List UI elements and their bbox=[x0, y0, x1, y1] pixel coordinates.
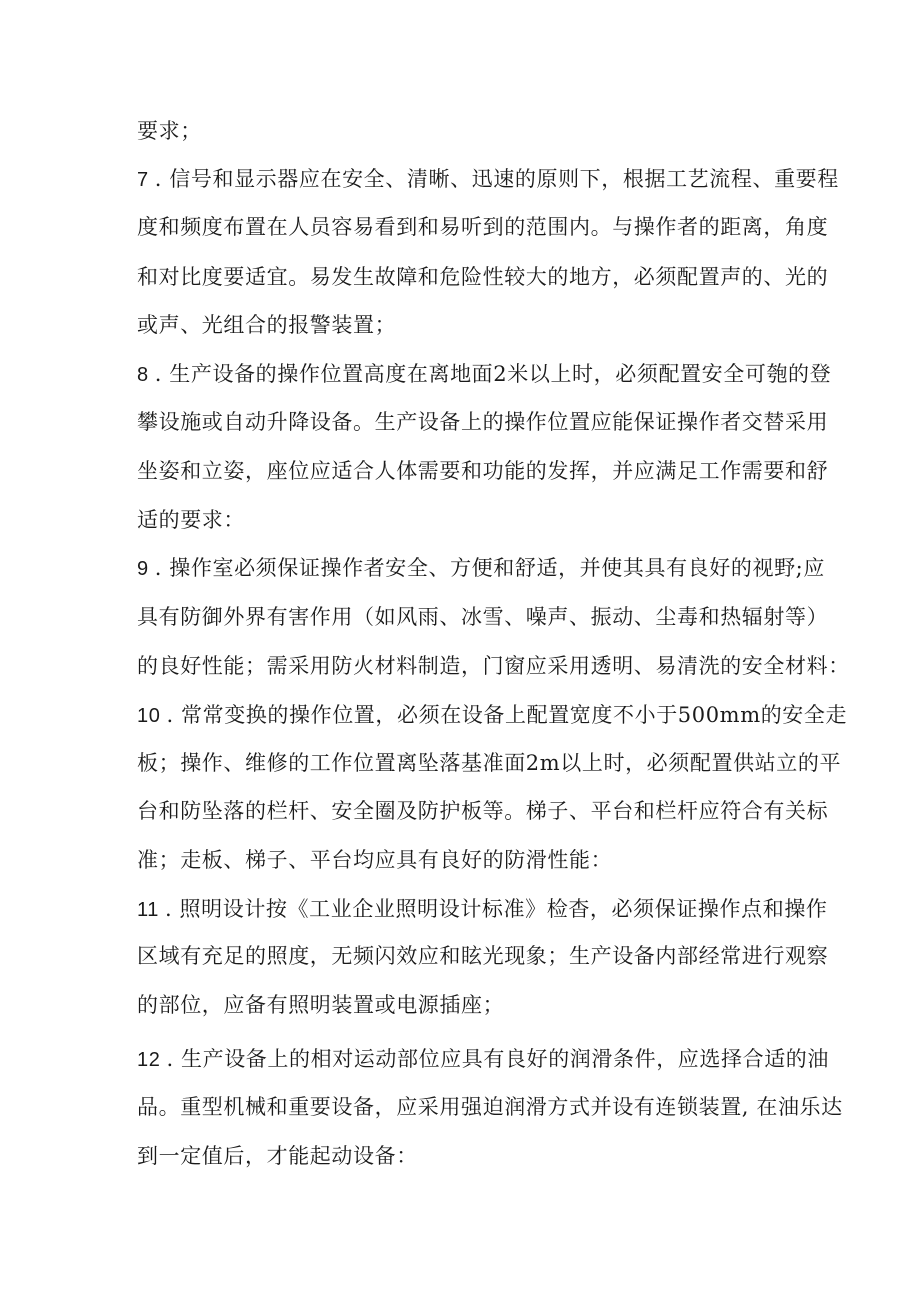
line-text: . 生产设备上的相对运动部位应具有良好的润滑条件，应选择合适的油 bbox=[166, 1047, 830, 1071]
item-number: 8 bbox=[137, 364, 149, 386]
item-number: 9 bbox=[137, 558, 149, 580]
line-text: 度和频度布置在人员容易看到和易听到的范围内。与操作者的距离，角度 bbox=[137, 215, 829, 239]
item-number: 11 bbox=[137, 899, 159, 921]
line-text: 的部位，应备有照明装置或电源插座； bbox=[137, 993, 505, 1017]
line-text: 台和防坠落的栏杆、安全圈及防护板等。梯子、平台和栏杆应符合有关标 bbox=[137, 799, 829, 823]
text-line bbox=[137, 700, 848, 731]
line-text: . 照明设计按《工业企业照明设计标准》检杳，必须保证操作点和操作 bbox=[164, 897, 828, 921]
line-text: 适的要求： bbox=[137, 508, 245, 532]
line-text: 或声、光组合的报警装置； bbox=[137, 313, 397, 337]
text-line bbox=[137, 796, 829, 827]
item-number: 7 bbox=[137, 169, 149, 191]
item-number: 12 bbox=[137, 1049, 161, 1071]
text-line bbox=[137, 359, 832, 390]
text-line bbox=[137, 748, 842, 779]
text-line bbox=[137, 1044, 830, 1075]
line-text: . 操作室必须保证操作者安全、方便和舒适，并使其具有良好的视野;应 bbox=[154, 556, 825, 580]
line-text: 具有防御外界有害作用（如风雨、冰雪、噪声、振动、尘毒和热辐射等） bbox=[137, 605, 829, 629]
line-text: 到一定值后，才能起动设备： bbox=[137, 1144, 418, 1168]
text-line bbox=[137, 212, 829, 243]
text-line bbox=[137, 116, 787, 147]
text-line bbox=[137, 941, 829, 972]
text-line bbox=[137, 407, 829, 438]
line-text: . 常常变换的操作位置，必须在设备上配置宽度不小于500mm的安全走 bbox=[166, 703, 848, 727]
text-line bbox=[137, 894, 828, 925]
line-text: 板；操作、维修的工作位置离坠落基准面2m以上时，必须配置供站立的平 bbox=[137, 751, 842, 775]
text-line bbox=[137, 262, 829, 293]
line-text: 攀设施或自动升降设备。生产设备上的操作位置应能保证操作者交替采用 bbox=[137, 410, 829, 434]
item-number: 10 bbox=[137, 705, 161, 727]
text-line bbox=[137, 164, 839, 195]
line-text: . 信号和显示器应在安全、清晰、迅速的原则下，根据工艺流程、重要程 bbox=[154, 167, 839, 191]
text-line bbox=[137, 1092, 843, 1123]
line-text: 品。重型机械和重要设备，应采用强迫润滑方式并设有连锁装置, 在油乐达 bbox=[137, 1095, 843, 1119]
line-text: . 生产设备的操作位置高度在离地面2米以上时，必须配置安全可匏的登 bbox=[154, 362, 832, 386]
text-line bbox=[137, 602, 829, 633]
text-line bbox=[137, 310, 787, 341]
line-text: 和对比度要适宜。易发生故障和危险性较大的地方，必须配置声的、光的 bbox=[137, 265, 829, 289]
line-text: 要求； bbox=[137, 119, 202, 143]
text-line bbox=[137, 651, 850, 682]
text-line bbox=[137, 1141, 787, 1172]
line-text: 的良好性能；需采用防火材料制造，门窗应采用透明、易清洗的安全材料： bbox=[137, 654, 850, 678]
text-line bbox=[137, 456, 829, 487]
text-line bbox=[137, 505, 787, 536]
text-line bbox=[137, 553, 825, 584]
text-line bbox=[137, 990, 787, 1021]
line-text: 坐姿和立姿，座位应适合人体需要和功能的发挥，并应满足工作需要和舒 bbox=[137, 459, 829, 483]
line-text: 准；走板、梯子、平台均应具有良好的防滑性能： bbox=[137, 848, 613, 872]
text-line bbox=[137, 845, 787, 876]
line-text: 区域有充足的照度，无频闪效应和眩光现象；生产设备内部经常进行观察 bbox=[137, 944, 829, 968]
